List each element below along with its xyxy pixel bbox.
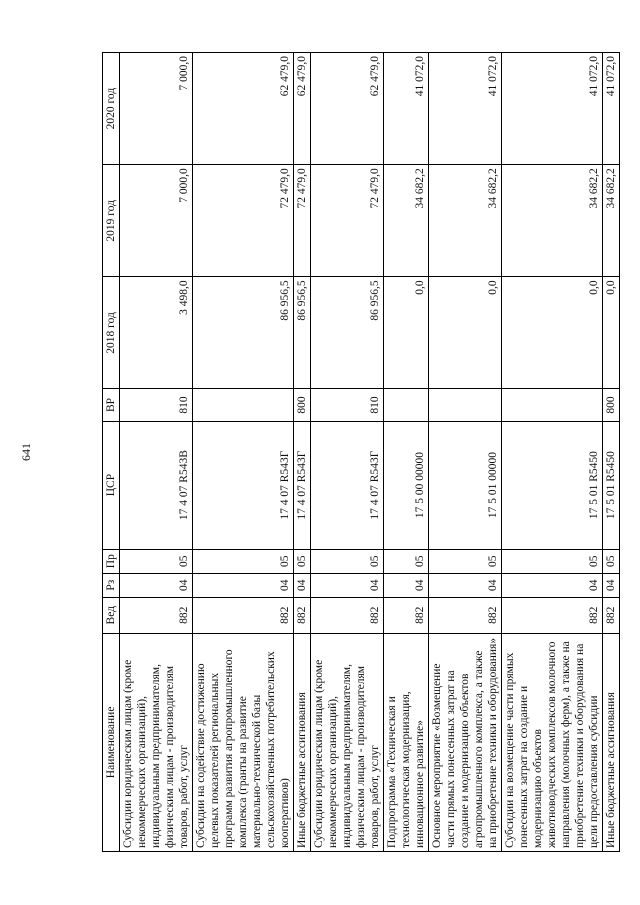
cell-csr: 17 5 01 R5450	[502, 421, 603, 549]
cell-name: Субсидии юридическим лицам (кроме некоммерческих организаций), индивидуальным предпринимателям, физическим лицам - производителям товаров, работ, услуг	[311, 633, 384, 851]
cell-csr: 17 5 01 00000	[429, 421, 502, 549]
cell-y2019: 72 479,0	[311, 165, 384, 277]
cell-csr: 17 5 00 00000	[384, 421, 429, 549]
cell-ved: 882	[502, 597, 603, 633]
cell-y2020: 41 072,0	[429, 53, 502, 165]
cell-y2018: 0,0	[384, 277, 429, 389]
cell-y2018: 0,0	[502, 277, 603, 389]
cell-y2018: 86 956,5	[294, 277, 311, 389]
cell-rz: 04	[429, 573, 502, 597]
cell-y2018: 0,0	[603, 277, 620, 389]
cell-vr	[193, 389, 294, 421]
cell-y2020: 7 000,0	[120, 53, 193, 165]
cell-y2020: 41 072,0	[502, 53, 603, 165]
cell-vr: 810	[120, 389, 193, 421]
cell-vr	[429, 389, 502, 421]
cell-y2019: 34 682,2	[603, 165, 620, 277]
cell-pr: 05	[429, 549, 502, 573]
cell-y2020: 62 479,0	[311, 53, 384, 165]
cell-ved: 882	[193, 597, 294, 633]
cell-y2020: 62 479,0	[193, 53, 294, 165]
cell-name: Субсидии на возмещение части прямых понесенных затрат на создание и модернизацию объектов животноводческих комплексов молочного направления (молочных ферм), а также на приобретение техники и оборудования на цели предоставления субсидии	[502, 633, 603, 851]
cell-y2019: 7 000,0	[120, 165, 193, 277]
cell-rz: 04	[384, 573, 429, 597]
table-row	[429, 53, 502, 852]
cell-name: Иные бюджетные ассигнования	[603, 633, 620, 851]
cell-csr: 17 4 07 R543Г	[294, 421, 311, 549]
header-vr: ВР	[103, 389, 120, 421]
cell-y2018: 3 498,0	[120, 277, 193, 389]
cell-y2019: 34 682,2	[384, 165, 429, 277]
header-name: Наименование	[103, 633, 120, 851]
cell-pr: 05	[311, 549, 384, 573]
cell-ved: 882	[384, 597, 429, 633]
cell-y2018: 86 956,5	[311, 277, 384, 389]
cell-vr	[502, 389, 603, 421]
cell-pr: 05	[502, 549, 603, 573]
cell-y2019: 72 479,0	[294, 165, 311, 277]
cell-vr: 810	[311, 389, 384, 421]
cell-name: Субсидии юридическим лицам (кроме некоммерческих организаций), индивидуальным предпринимателям, физическим лицам - производителям товаров, работ, услуг	[120, 633, 193, 851]
cell-rz: 04	[502, 573, 603, 597]
budget-table	[102, 52, 620, 852]
cell-ved: 882	[294, 597, 311, 633]
cell-ved: 882	[120, 597, 193, 633]
cell-y2019: 72 479,0	[193, 165, 294, 277]
table-row	[120, 53, 193, 852]
header-rz: Рз	[103, 573, 120, 597]
rotated-page-content	[102, 52, 617, 852]
header-pr: Пр	[103, 549, 120, 573]
cell-pr: 05	[603, 549, 620, 573]
header-ved: Вед	[103, 597, 120, 633]
cell-y2020: 62 479,0	[294, 53, 311, 165]
cell-pr: 05	[384, 549, 429, 573]
cell-csr: 17 4 07 R543Г	[311, 421, 384, 549]
cell-name: Иные бюджетные ассигнования	[294, 633, 311, 851]
page-number: 641	[19, 443, 33, 461]
cell-vr	[384, 389, 429, 421]
table-row	[502, 53, 603, 852]
table-row	[311, 53, 384, 852]
cell-vr: 800	[294, 389, 311, 421]
cell-y2019: 34 682,2	[429, 165, 502, 277]
cell-pr: 05	[193, 549, 294, 573]
cell-pr: 05	[294, 549, 311, 573]
table-header-row	[103, 53, 120, 852]
table-row	[384, 53, 429, 852]
cell-name: Субсидии на содействие достижению целевых показателей региональных программ развития агропромышленного комплекса (гранты на развитие материально-технической базы сельскохозяйственных потребительских кооперативов)	[193, 633, 294, 851]
cell-ved: 882	[603, 597, 620, 633]
cell-y2020: 41 072,0	[384, 53, 429, 165]
cell-y2020: 41 072,0	[603, 53, 620, 165]
header-2019: 2019 год	[103, 165, 120, 277]
cell-y2019: 34 682,2	[502, 165, 603, 277]
cell-name: Подпрограмма «Техническая и технологическая модернизация, инновационное развитие»	[384, 633, 429, 851]
header-2018: 2018 год	[103, 277, 120, 389]
cell-csr: 17 4 07 R543Г	[193, 421, 294, 549]
table-row	[294, 53, 311, 852]
table-row	[193, 53, 294, 852]
cell-rz: 04	[603, 573, 620, 597]
header-2020: 2020 год	[103, 53, 120, 165]
cell-ved: 882	[311, 597, 384, 633]
table-row	[603, 53, 620, 852]
cell-rz: 04	[120, 573, 193, 597]
cell-y2018: 86 956,5	[193, 277, 294, 389]
cell-rz: 04	[294, 573, 311, 597]
cell-ved: 882	[429, 597, 502, 633]
cell-csr: 17 5 01 R5450	[603, 421, 620, 549]
cell-name: Основное мероприятие «Возмещение части прямых понесенных затрат на создание и модернизацию объектов агропромышленного комплекса, а также на приобретение техники и оборудования»	[429, 633, 502, 851]
header-csr: ЦСР	[103, 421, 120, 549]
cell-pr: 05	[120, 549, 193, 573]
cell-rz: 04	[311, 573, 384, 597]
cell-y2018: 0,0	[429, 277, 502, 389]
cell-csr: 17 4 07 R543В	[120, 421, 193, 549]
cell-vr: 800	[603, 389, 620, 421]
cell-rz: 04	[193, 573, 294, 597]
